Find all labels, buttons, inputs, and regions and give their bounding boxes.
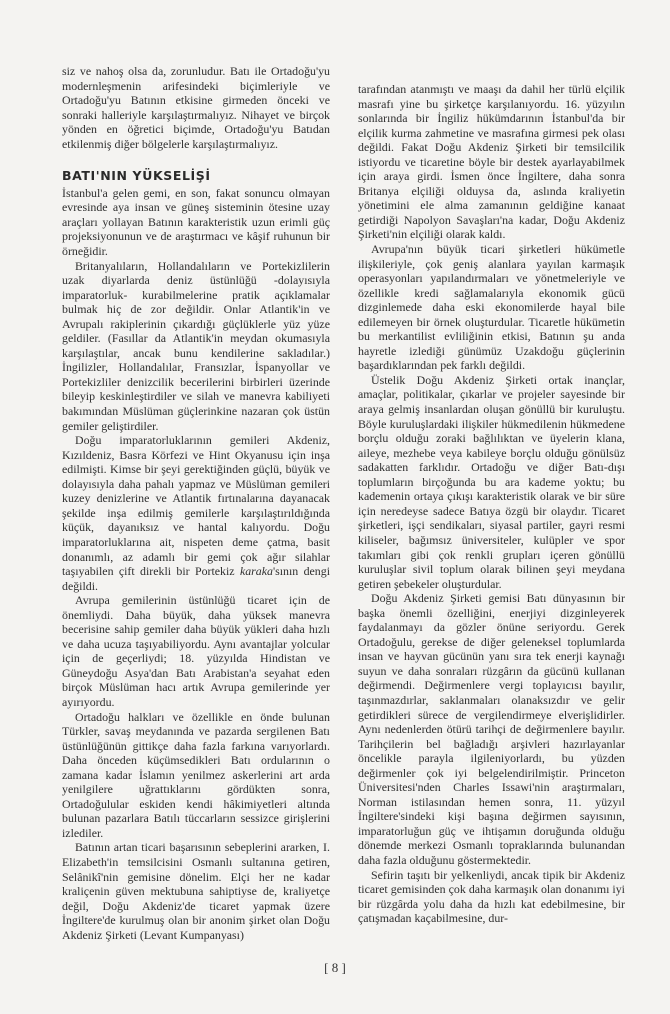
paragraph-text: 'sının dengi değildi. <box>62 564 330 593</box>
body-paragraph: Ortadoğu halkları ve özellikle en önde bulunan Türkler, savaş meydanında ve pazarda sergilenen Batı üstünlüğünün gittikçe daha fazla farkına varıyorlardı. Daha önceden küçümsedikleri Batı ordularının o zamana kadar İslamın yenilmez askerlerini art arda yenilgilere uğrattıklarını gördükten sonra, Ortadoğulular eskiden kendi hâkimiyetleri altında bulunan pazarlara Batılı tüccarların sessizce girişlerini izlediler. <box>62 709 330 840</box>
italic-term: karaka <box>239 564 273 579</box>
section-heading: BATI'NIN YÜKSELİŞİ <box>62 168 211 184</box>
page-number: [ 8 ] <box>324 960 346 975</box>
body-paragraph: Avrupa'nın büyük ticari şirketleri hükümetle ilişkileriyle, çok geniş alanlara yayılan karmaşık operasyonları yapılandırmaları ve yönetmeleriyle ve özellikle kredi sağlamalarıyla ekonomik gücü dizginlemede daha eski ekonomilerde hayal bile edilemeyen bir örnek oluşturdular. Ticaretle hükümetin bu merkantilist evliliğinin etkisi, Batının şu anda hayretle izlediği günümüz Uzakdoğu güçlerinin başardıklarından pek farklı değildi. <box>358 242 625 373</box>
body-paragraph: Britanyalıların, Hollandalıların ve Portekizlilerin uzak diyarlarda deniz üstünlüğü -dolayısıyla imparatorluk- kurabilmelerine pratik açıklamalar bulmak hiç de zor değildir. Onlar Atlantik'in ve Avrupalı rakiplerinin çıkardığı güçlüklerle yüz yüze geldiler. (Fasıllar da Atlantik'in meydan okumasıyla karşılaştılar, ancak bunu kendilerine sakladılar.) İngilizler, Hollandalılar, Fransızlar, İspanyollar ve Portekizliler denizcilik becerilerini birbirleri üzerinde bileyip keskinleştirdiler ve silah ve manevra kabiliyeti bakımından Müslüman güçlerinkine nazaran çok üstün gemiler geliştirdiler. <box>62 258 330 433</box>
body-paragraph: Batının artan ticari başarısının sebeplerini ararken, I. Elizabeth'in temsilcisini Osmanlı sultanına getiren, Selânikî'nin gemisine dönelim. Elçi her ne kadar kraliçenin güven mektubuna sahiptiyse de, kraliyetçe değil, Doğu Akdeniz'de ticaret yapmak üzere İngiltere'de kurulmuş olan bir anonim şirket olan Doğu Akdeniz Şirketi (Levant Kumpanyası) <box>62 840 330 942</box>
body-paragraph: Doğu Akdeniz Şirketi gemisi Batı dünyasının bir başka önemli özelliğini, enerjiyi dizginleyerek faydalanmayı da gözler önüne seriyordu. Gerek Ortadoğulu, gerekse de diğer geleneksel toplumlarda insan ve hayvan gücünün yanı sıra tek enerji kaynağı suyun ve daha sonraları rüzgârın da gücünü kullanan değirmendi. Değirmenlere vergi toplayıcısı bayılır, taşınmazdırlar, saklanmaları olanaksızdır ve gelir getirdikleri sürece de vergilendirmeye elverişlidirler. Aynı nedenlerden ötürü tarihçi de değirmenlere bayılır. Tarihçilerin bel bağladığı arşivleri hazırlayanlar öncelikle parayla ilgileniyorlardı, bu yüzden değirmenler çok iyi belgelendirilmiştir. Princeton Üniversitesi'nden Charles Issawi'nin araştırmaları, Norman istilasından hemen sonra, 11. yüzyıl İngiltere'sindeki kişi başına değirmen sayısının, imparatorluğun güç ve ihtişamın doruğunda olduğu dönemde merkezi Osmanlı topraklarında bulunandan daha fazla olduğunu göstermektedir. <box>358 591 625 867</box>
right-column <box>358 82 625 926</box>
body-paragraph: Sefirin taşıtı bir yelkenliydi, ancak tipik bir Akdeniz ticaret gemisinden çok daha karmaşık olan donanımı iyi bir rüzgârda yolu daha da hızlı kat edebilmesine, bir çatışmadan kaçabilmesine, dur- <box>358 867 625 926</box>
body-paragraph <box>62 433 330 593</box>
body-paragraph: tarafından atanmıştı ve maaşı da dahil her türlü elçilik masrafı yine bu şirketçe karşılanıyordu. 16. yüzyılın sonlarında bir İngiliz hükümdarının İstanbul'da bir elçilik kurma zahmetine ve masrafına girmesi pek olası değildi. Fakat Doğu Akdeniz Şirketi bir temsilcilik istiyordu ve ticaretine böyle bir destek ayarlayabilmek için araya girdi. İsmen önce İngiltere, daha sonra Britanya elçiliği olduysa da, aslında kraliyetin yönetimini ele alma zamanının geldiğine kanaat getirdiği Napolyon Savaşları'na kadar, Doğu Akdeniz Şirketi'nin elçiliği olarak kaldı. <box>358 82 625 242</box>
body-paragraph: İstanbul'a gelen gemi, en son, fakat sonuncu olmayan evresinde aya insan ve güneş sisteminin ötesine uzay araçları yollayan Batının karakteristik uzun erimli güç projeksiyonunun ve de araştırmacı ve kâşif ruhunun bir örneğidir. <box>62 185 330 259</box>
body-paragraph: Üstelik Doğu Akdeniz Şirketi ortak inançlar, amaçlar, politikalar, çıkarlar ve projeler sayesinde bir araya gelmiş insanlardan oluşan gönüllü bir kuruluştu. Böyle kuruluşlardaki ilişkiler hükmedilenin hükmedene borçlu olduğu zoraki bağlılıktan ve üyelerin klana, aileye, mezhebe veya kabileye borçlu olduğu gönülsüz sadakatten farklıdır. Ortadoğu ve diğer Batı-dışı toplumların birçoğunda bu ara kademe yoktu; bu kademenin ortaya çıkışı karakteristik olarak ve bir süre için neredeyse sadece Batıya özgü bir olaydır. Ticaret şirketleri, işçi sendikaları, siyasal partiler, gayri resmi kiliseler, bağımsız üniversiteler, kulüpler ve spor takımları gibi çok renkli grupları içeren gönüllü kuruluşlar sivil toplum olarak bilinen şeyi meydana getiren şebekeler oluşturdular. <box>358 372 625 591</box>
intro-paragraph: siz ve nahoş olsa da, zorunludur. Batı ile Ortadoğu'yu modernleşmenin arifesindeki biçimleriyle ve Ortadoğu'yu Batının etkisine girmeden önceki ve sonraki halleriyle karşılaştırmalıyız. Nihayet ve birçok yönden en öğretici biçimde, Ortadoğu'yu Batıdan etkilenmiş diğer bölgelerle karşılaştırmalıyız. <box>62 64 330 151</box>
paragraph-text: Doğu imparatorluklarının gemileri Akdeniz, Kızıldeniz, Basra Körfezi ve Hint Okyanusu için inşa edilmişti. Kimse bir şeyi gerektiğinden güçlü, büyük ve dolayısıyla daha pahalı yapmaz ve Müslüman gemileri kuzey denizlerine ve Atlantik fırtınalarına dayanacak şekilde inşa edilmiş gemilerle karşılaştırıldığında küçük, dayanıksız ve hantal kalıyordu. Doğu imparatorluklarına ait, nispeten deme çatma, basit donanımlı, az adamlı bir gemi çok ağır silahlar taşıyabilen çift direkli bir Portekiz <box>62 433 330 579</box>
left-column <box>62 64 330 942</box>
body-paragraph: Avrupa gemilerinin üstünlüğü ticaret için de önemliydi. Daha büyük, daha yüksek manevra becerisine sahip gemiler daha büyük yükleri daha hızlı ve daha ucuza taşıyabiliyordu. Aynı avantajlar yolcular için de geçerliydi; 18. yüzyılda Hindistan ve Güneydoğu Asya'dan Batı Arabistan'a seyahat eden birçok Müslüman hacı artık Avrupa gemilerinde yer ayırıyordu. <box>62 593 330 709</box>
